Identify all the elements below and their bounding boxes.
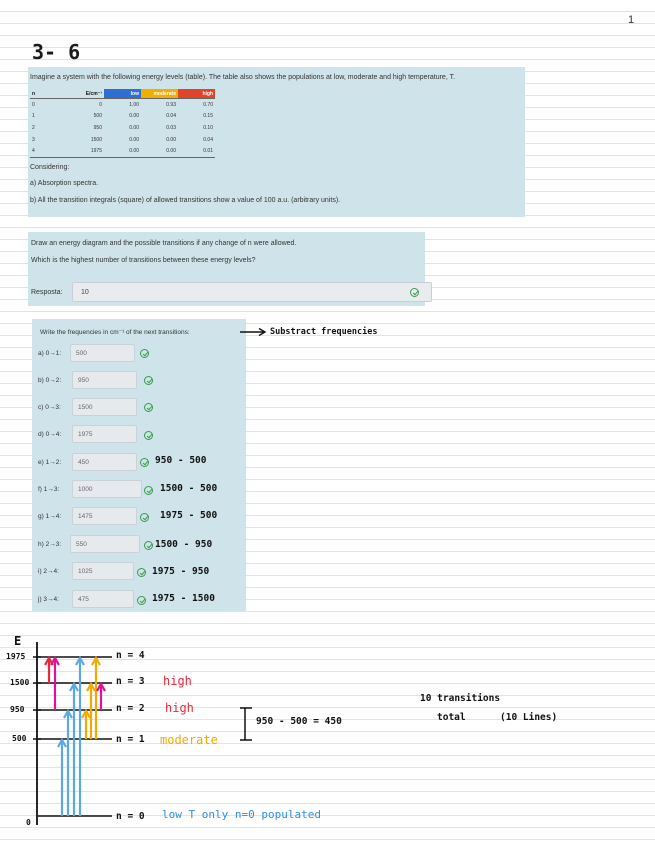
transition-label: d) 0→4: — [38, 431, 62, 438]
correct-check-icon — [410, 288, 419, 297]
side-note: 1975 - 500 — [160, 510, 218, 521]
population-moderate: moderate — [160, 733, 218, 747]
level-label: n = 2 — [116, 703, 145, 714]
table-header: n — [30, 89, 67, 99]
arrow-note: Substract frequencies — [270, 327, 378, 337]
correct-check-icon — [140, 349, 149, 358]
transition-field[interactable]: 500 — [70, 344, 135, 362]
level-label: n = 0 — [116, 811, 145, 822]
section-title: 3- 6 — [32, 40, 81, 64]
transition-arrows-from-n0 — [58, 658, 84, 816]
table-row: 0 0 1.00 0.93 0.70 — [32, 101, 213, 108]
correct-check-icon — [144, 431, 153, 440]
question-card-3 — [32, 319, 246, 611]
bracket-mark — [240, 708, 252, 740]
question2-line1: Draw an energy diagram and the possible transitions if any change of n were allowed. — [31, 240, 297, 247]
table-row: 1 500 0.00 0.04 0.15 — [32, 113, 213, 120]
transition-field[interactable]: 450 — [72, 453, 137, 471]
transition-field[interactable]: 950 — [72, 371, 137, 389]
side-note: 950 - 500 — [155, 455, 207, 466]
transition-label: h) 2→3: — [38, 541, 62, 548]
transition-label: g) 1→4: — [38, 513, 62, 520]
correct-check-icon — [137, 596, 146, 605]
transition-field[interactable]: 1475 — [72, 507, 137, 525]
question-card-2 — [28, 232, 425, 306]
question3-prompt: Write the frequencies in cm⁻¹ of the next transitions: — [40, 329, 190, 336]
correct-check-icon — [140, 513, 149, 522]
transition-field[interactable]: 1000 — [72, 480, 142, 498]
table-header-row — [30, 89, 215, 99]
total-note: (10 Lines) — [500, 712, 558, 723]
correct-check-icon — [144, 541, 153, 550]
table-header: low — [104, 89, 141, 99]
axis-tick-label: 1500 — [10, 678, 30, 687]
transition-label: i) 2→4: — [38, 568, 59, 575]
table-header: moderate — [141, 89, 178, 99]
item-a: a) Absorption spectra. — [30, 180, 99, 187]
transition-field[interactable]: 550 — [70, 535, 140, 553]
transition-label: f) 1→3: — [38, 486, 60, 493]
question2-line2: Which is the highest number of transitions between these energy levels? — [31, 257, 256, 264]
axis-tick-label: 1975 — [6, 652, 26, 661]
transition-arrows-from-n3 — [45, 658, 53, 683]
transition-field[interactable]: 1975 — [72, 425, 137, 443]
axis-tick-label: 950 — [10, 705, 25, 714]
population-high: high — [163, 674, 192, 688]
transition-label: b) 0→2: — [38, 377, 62, 384]
correct-check-icon — [144, 403, 153, 412]
answer-label: Resposta: — [31, 289, 63, 296]
level-label: n = 1 — [116, 734, 145, 745]
considering-label: Considering: — [30, 164, 70, 171]
bracket-note: 950 - 500 = 450 — [256, 716, 342, 727]
transition-label: e) 1→2: — [38, 459, 62, 466]
transition-field[interactable]: 475 — [72, 590, 134, 608]
answer-field[interactable]: 10 — [72, 282, 432, 302]
transition-label: c) 0→3: — [38, 404, 61, 411]
axis-tick-label: 500 — [12, 734, 27, 743]
axis-label: E — [14, 634, 22, 648]
population-high: high — [165, 701, 194, 715]
table-header: high — [178, 89, 215, 99]
axis-tick-label: 0 — [26, 818, 31, 827]
energy-table — [30, 89, 215, 158]
page-number: 1 — [628, 14, 635, 26]
side-note: 1500 - 500 — [160, 483, 218, 494]
correct-check-icon — [144, 486, 153, 495]
total-note: 10 transitions — [420, 693, 501, 704]
side-note: 1975 - 1500 — [152, 593, 215, 604]
correct-check-icon — [144, 376, 153, 385]
side-note: 1500 - 950 — [155, 539, 213, 550]
population-low: low T only n=0 populated — [162, 808, 321, 821]
transition-label: a) 0→1: — [38, 350, 62, 357]
total-note: total — [437, 712, 466, 723]
transition-field[interactable]: 1500 — [72, 398, 137, 416]
level-label: n = 3 — [116, 676, 145, 687]
arrow-icon — [240, 327, 268, 337]
level-label: n = 4 — [116, 650, 145, 661]
transition-field[interactable]: 1025 — [72, 562, 134, 580]
correct-check-icon — [137, 568, 146, 577]
table-header: E/cm⁻¹ — [67, 89, 104, 99]
correct-check-icon — [140, 458, 149, 467]
transition-label: j) 3→4: — [38, 596, 59, 603]
table-row: 2 950 0.00 0.03 0.10 — [32, 124, 213, 131]
table-row: 4 1975 0.00 0.00 0.01 — [30, 145, 215, 157]
side-note: 1975 - 950 — [152, 566, 210, 577]
table-row: 3 1500 0.00 0.00 0.04 — [32, 136, 213, 143]
transition-arrows-from-n1 — [82, 658, 100, 739]
energy-diagram — [0, 630, 655, 848]
item-b: b) All the transition integrals (square) of allowed transitions show a value of 100 a.u. (arbitrary units). — [30, 197, 341, 204]
question-intro: Imagine a system with the following energy levels (table). The table also shows the populations at low, moderate and high temperature, T. — [30, 74, 456, 81]
